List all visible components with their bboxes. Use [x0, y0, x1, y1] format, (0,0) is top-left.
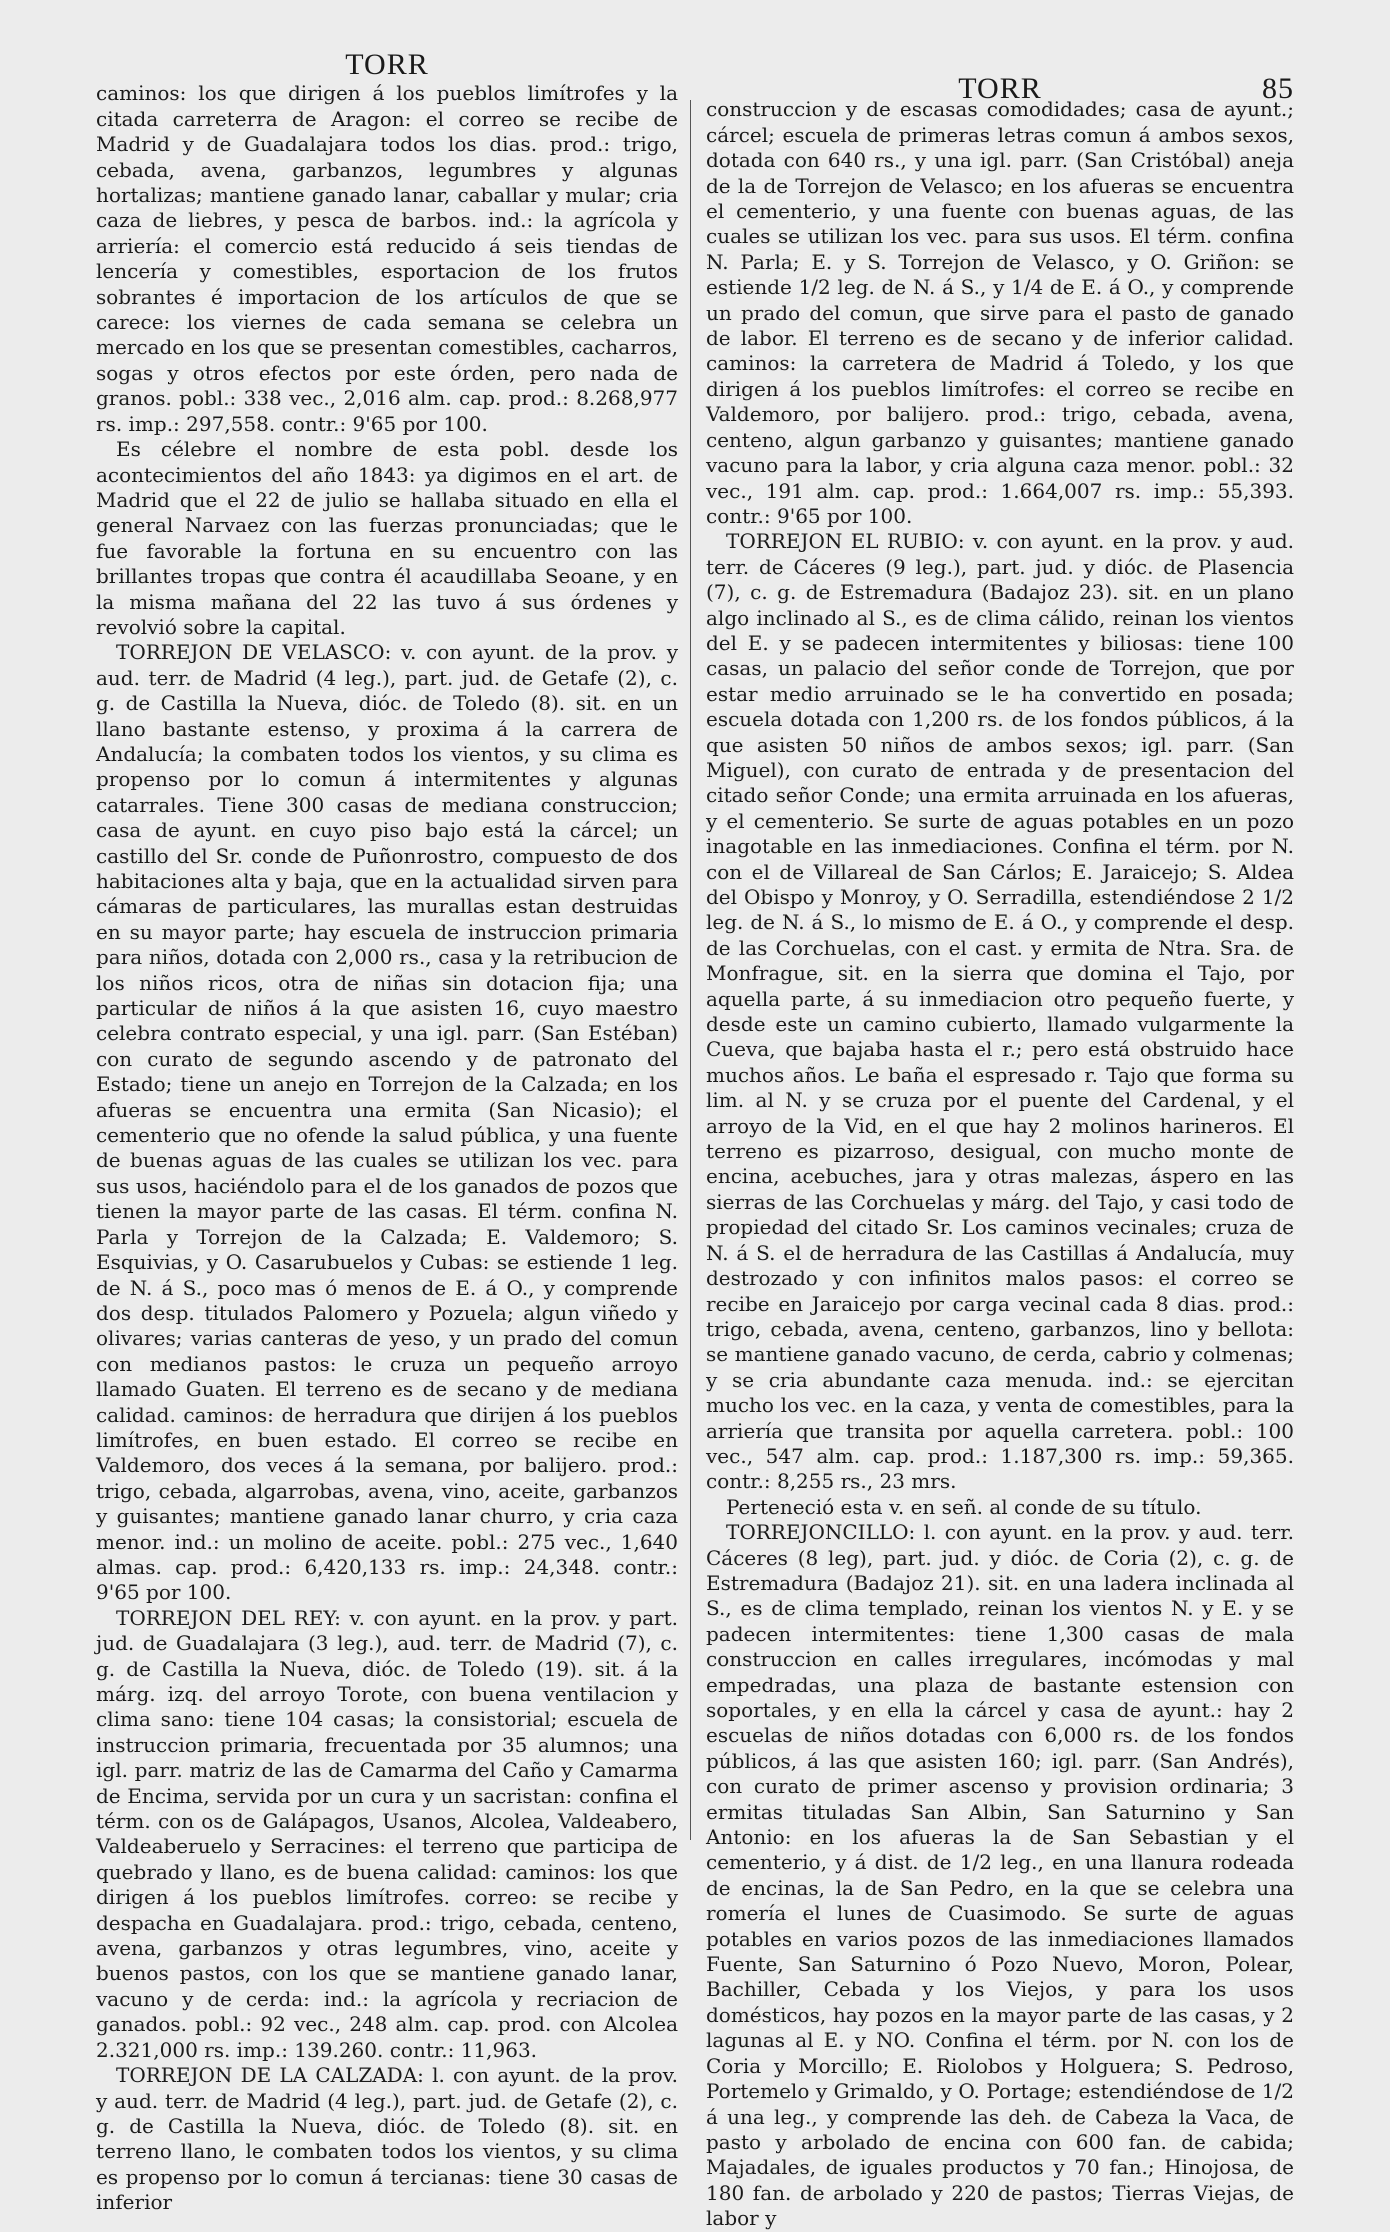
entry-torrejon-de-la-calzada: TORREJON DE LA CALZADA: l. con ayunt. de la prov. y aud. terr. de Madrid (4 leg.), part. jud. de Getafe (2), c. g. de Castilla la Nueva, dióc. de Toledo (8). sit. en terreno llano, le combaten todos los vientos, y su clima es propenso por lo comun á tercianas: tiene 30 casas de inferior [96, 2063, 678, 2215]
right-header [706, 72, 1294, 105]
paragraph: caminos: los que dirigen á los pueblos limítrofes y la citada carreterra de Aragon: el correo se recibe de Madrid y de Guadalajara todos los dias. prod.: trigo, cebada, avena, garbanzos, legumbres y algunas hortalizas; mantiene ganado lanar, caballar y mular; cria caza de liebres, y pesca de barbos. ind.: la agrícola y arriería: el comercio está reducido á seis tiendas de lencería y comestibles, esportacion de los frutos sobrantes é importacion de los artículos de que se carece: los viernes de cada semana se celebra un mercado en los que se presentan comestibles, cacharros, sogas y otros efectos por este órden, pero nada de granos. pobl.: 338 vec., 2,016 alm. cap. prod.: 8.268,977 rs. imp.: 297,558. contr.: 9'65 por 100. [96, 81, 678, 436]
entry-torrejoncillo: TORREJONCILLO: l. con ayunt. en la prov. y aud. terr. Cáceres (8 leg), part. jud. y dióc. de Coria (2), c. g. de Estremadura (Badajoz 21). sit. en una ladera inclinada al S., es de clima templado, reinan los vientos N. y E. y se padecen intermitentes: tiene 1,300 casas de mala construccion en calles irregulares, incómodas y mal empedradas, una plaza de bastante estension con soportales, y en ella la cárcel y casa de ayunt.: hay 2 escuelas de niños dotadas con 6,000 rs. de los fondos públicos, á las que asisten 160; igl. parr. (San Andrés), con curato de primer ascenso y provision ordinaria; 3 ermitas tituladas San Albin, San Saturnino y San Antonio: en los afueras la de San Sebastian y el cementerio, y á dist. de 1/2 leg., en una llanura rodeada de encinas, la de San Pedro, en la que se celebra una romería el lunes de Cuasimodo. Se surte de aguas potables en varios pozos de las inmediaciones llamados Fuente, San Saturnino ó Pozo Nuevo, Moron, Polear, Bachiller, Cebada y los Viejos, y para los usos domésticos, hay pozos en la mayor parte de las casas, y 2 lagunas al E. y NO. Confina el térm. por N. con los de Coria y Morcillo; E. Riolobos y Holguera; S. Pedroso, Portemelo y Grimaldo, y O. Portage; estendiéndose de 1/2 á una leg., y comprende las deh. de Cabeza la Vaca, de pasto y arbolado de encina con 600 fan. de cabida; Majadales, de iguales productos y 70 fan.; Hinojosa, de 180 fan. de arbolado y 220 de pastos; Tierras Viejas, de labor y [706, 1520, 1294, 2231]
left-running-head: TORR [345, 48, 429, 81]
page-number: 85 [1262, 72, 1294, 105]
paragraph: Perteneció esta v. en señ. al conde de su título. [726, 1494, 1202, 1519]
paragraph: construccion y de escasas comodidades; casa de ayunt.; cárcel; escuela de primeras letras comun á ambos sexos, dotada con 640 rs., y una igl. parr. (San Cristóbal) aneja de la de Torrejon de Velasco; en los afueras se encuentra el cementerio, y una fuente con buenas aguas, de las cuales se utilizan los vec. para sus usos. El térm. confina N. Parla; E. y S. Torrejon de Velasco, y O. Griñon: se estiende 1/2 leg. de N. á S., y 1/4 de E. á O., y comprende un prado del comun, que sirve para el pasto de ganado de labor. El terreno es de secano y de inferior calidad. caminos: la carretera de Madrid á Toledo, y los que dirigen á los pueblos limítrofes: el correo se recibe en Valdemoro, por balijero. prod.: trigo, cebada, avena, centeno, algun garbanzo y guisantes; mantiene ganado vacuno para la labor, y cria alguna caza menor. pobl.: 32 vec., 191 alm. cap. prod.: 1.664,007 rs. imp.: 55,393. contr.: 9'65 por 100. [706, 97, 1294, 528]
column-divider [690, 100, 691, 1840]
right-column [706, 72, 1294, 2232]
right-running-head: TORR [958, 72, 1042, 105]
entry-torrejon-del-rey: TORREJON DEL REY: v. con ayunt. en la prov. y part. jud. de Guadalajara (3 leg.), aud. terr. de Madrid (7), c. g. de Castilla la Nueva, dióc. de Toledo (19). sit. á la márg. izq. del arroyo Torote, con buena ventilacion y clima sano: tiene 104 casas; la consistorial; escuela de instruccion primaria, frecuentada por 35 alumnos; una igl. parr. matriz de las de Camarma del Caño y Camarma de Encima, servida por un cura y un sacristan: confina el térm. con os de Galápagos, Usanos, Alcolea, Valdeabero, Valdeaberuelo y Serracines: el terreno que participa de quebrado y llano, es de buena calidad: caminos: los que dirigen á los pueblos limítrofes. correo: se recibe y despacha en Guadalajara. prod.: trigo, cebada, centeno, avena, garbanzos y otras legumbres, vino, aceite y buenos pastos, con los que se mantiene ganado lanar, vacuno y de cerda: ind.: la agrícola y recriacion de ganados. pobl.: 92 vec., 248 alm. cap. prod. con Alcolea 2.321,000 rs. imp.: 139.260. contr.: 11,963. [96, 1605, 678, 2062]
left-column [96, 48, 678, 2216]
entry-torrejon-de-velasco: TORREJON DE VELASCO: v. con ayunt. de la prov. y aud. terr. de Madrid (4 leg.), part. jud. de Getafe (2), c. g. de Castilla la Nueva, dióc. de Toledo (8). sit. en un llano bastante estenso, y proxima á la carrera de Andalucía; la combaten todos los vientos, y su clima es propenso por lo comun á intermitentes y algunas catarrales. Tiene 300 casas de mediana construccion; casa de ayunt. en cuyo piso bajo está la cárcel; un castillo del Sr. conde de Puñonrostro, compuesto de dos habitaciones alta y baja, que en la actualidad sirven para cámaras de particulares, las murallas estan destruidas en su mayor parte; hay escuela de instruccion primaria para niños, dotada con 2,000 rs., casa y la retribucion de los niños ricos, otra de niñas sin dotacion fija; una particular de niños á la que asisten 16, cuyo maestro celebra contrato especial, y una igl. parr. (San Estéban) con curato de segundo ascendo y de patronato del Estado; tiene un anejo en Torrejon de la Calzada; en los afueras se encuentra una ermita (San Nicasio); el cementerio que no ofende la salud pública, y una fuente de buenas aguas de las cuales se utilizan los vec. para sus usos, haciéndolo para el de los ganados de pozos que tienen la mayor parte de las casas. El térm. confina N. Parla y Torrejon de la Calzada; E. Valdemoro; S. Esquivias, y O. Casarubuelos y Cubas: se estiende 1 leg. de N. á S., poco mas ó menos de E. á O., y comprende dos desp. titulados Palomero y Pozuela; algun viñedo y olivares; varias canteras de yeso, y un prado del comun con medianos pastos: le cruza un pequeño arroyo llamado Guaten. El terreno es de secano y de mediana calidad. caminos: de herradura que dirijen á los pueblos limítrofes, en buen estado. El correo se recibe en Valdemoro, dos veces á la semana, por balijero. prod.: trigo, cebada, algarrobas, avena, vino, aceite, garbanzos y guisantes; mantiene ganado lanar churro, y cria caza menor. ind.: un molino de aceite. pobl.: 275 vec., 1,640 almas. cap. prod.: 6,420,133 rs. imp.: 24,348. contr.: 9'65 por 100. [96, 640, 678, 1605]
entry-torrejon-el-rubio: TORREJON EL RUBIO: v. con ayunt. en la prov. y aud. terr. de Cáceres (9 leg.), part. jud. y dióc. de Plasencia (7), c. g. de Estremadura (Badajoz 23). sit. en un plano algo inclinado al S., es de clima cálido, reinan los vientos del E. y se padecen intermitentes y biliosas: tiene 100 casas, un palacio del señor conde de Torrejon, que por estar medio arruinado se le ha convertido en posada; escuela dotada con 1,200 rs. de los fondos públicos, á la que asisten 50 niños de ambos sexos; igl. parr. (San Miguel), con curato de entrada y de presentacion del citado señor Conde; una ermita arruinada en los afueras, y el cementerio. Se surte de aguas potables en un pozo inagotable en las inmediaciones. Confina el térm. por N. con el de Villareal de San Cárlos; E. Jaraicejo; S. Aldea del Obispo y Monroy, y O. Serradilla, estendiéndose 2 1/2 leg. de N. á S., lo mismo de E. á O., y comprende el desp. de las Corchuelas, con el cast. y ermita de Ntra. Sra. de Monfrague, sit. en la sierra que domina el Tajo, por aquella parte, á su inmediacion otro pequeño fuerte, y desde este un camino cubierto, llamado vulgarmente la Cueva, que bajaba hasta el r.; pero está obstruido hace muchos años. Le baña el espresado r. Tajo que forma su lim. al N. y se cruza por el puente del Cardenal, y el arroyo de la Vid, en el que hay 2 molinos harineros. El terreno es pizarroso, desigual, con mucho monte de encina, acebuches, jara y otras malezas, áspero en las sierras de las Corchuelas y márg. del Tajo, y casi todo de propiedad del citado Sr. Los caminos vecinales; cruza de N. á S. el de herradura de las Castillas á Andalucía, muy destrozado y con infinitos malos pasos: el correo se recibe en Jaraicejo por carga vecinal cada 8 dias. prod.: trigo, cebada, avena, centeno, garbanzos, lino y bellota: se mantiene ganado vacuno, de cerda, cabrio y colmenas; y se cria abundante caza menuda. ind.: se ejercitan mucho los vec. en la caza, y venta de comestibles, para la arriería que transita por aquella carretera. pobl.: 100 vec., 547 alm. cap. prod.: 1.187,300 rs. imp.: 59,365. contr.: 8,255 rs., 23 mrs. [706, 529, 1294, 1494]
paragraph: Es célebre el nombre de esta pobl. desde los acontecimientos del año 1843: ya digimos en el art. de Madrid que el 22 de julio se hallaba situado en ella el general Narvaez con las fuerzas pronunciadas; que le fue favorable la fortuna en su encuentro con las brillantes tropas que contra él acaudillaba Seoane, y en la misma mañana del 22 las tuvo á sus órdenes y revolvió sobre la capital. [96, 437, 678, 639]
